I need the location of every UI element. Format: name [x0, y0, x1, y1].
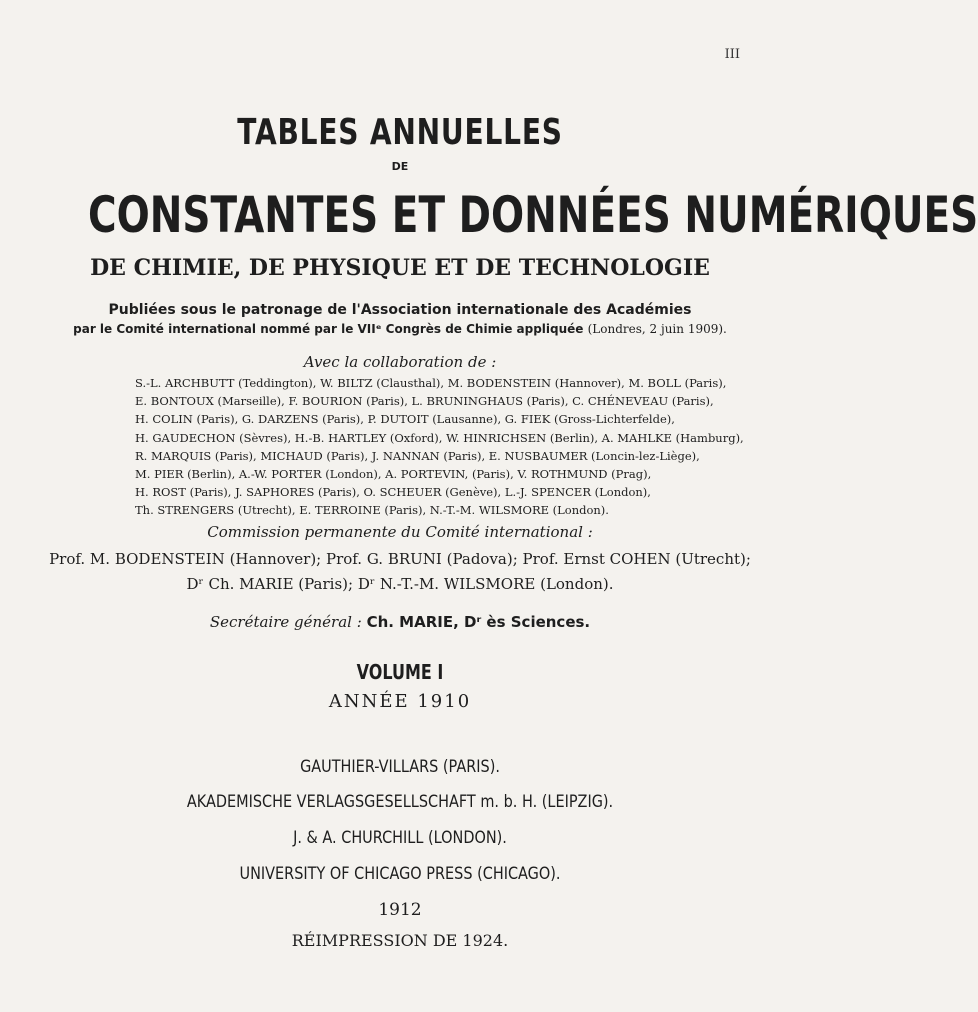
- collaborator-line: H. GAUDECHON (Sèvres), H.-B. HARTLEY (Oxford), W. HINRICHSEN (Berlin), A. MAHLKE (Hamburg),: [135, 430, 744, 445]
- collaborators-list: [135, 374, 744, 520]
- publisher-akademische: AKADEMISCHE VERLAGSGESELLSCHAFT m. b. H. (LEIPZIG).: [186, 792, 614, 812]
- commission-line-1: Prof. M. BODENSTEIN (Hannover); Prof. G. BRUNI (Padova); Prof. Ernst COHEN (Utrecht);: [49, 550, 751, 568]
- volume-label: VOLUME I: [356, 660, 444, 684]
- page-number: III: [724, 47, 740, 62]
- collaborator-line: H. ROST (Paris), J. SAPHORES (Paris), O. SCHEUER (Genève), L.-J. SPENCER (London),: [135, 485, 651, 500]
- secretary-line: [0, 613, 800, 631]
- collaborator-line: R. MARQUIS (Paris), MICHAUD (Paris), J. NANNAN (Paris), E. NUSBAUMER (Loncin-lez-Liège),: [135, 448, 700, 463]
- published-line-1: Publiées sous le patronage de l'Association internationale des Académies: [108, 302, 692, 318]
- commission-heading: Commission permanente du Comité international :: [207, 523, 593, 541]
- collaborator-line: S.-L. ARCHBUTT (Teddington), W. BILTZ (Clausthal), M. BODENSTEIN (Hannover), M. BOLL (Paris),: [135, 376, 727, 390]
- collaborator-line: H. COLIN (Paris), G. DARZENS (Paris), P. DUTOIT (Lausanne), G. FIEK (Gross-Lichterfelde),: [135, 412, 675, 427]
- secretary-label: Secrétaire général :: [209, 613, 362, 631]
- reprint-note: RÉIMPRESSION DE 1924.: [291, 931, 509, 950]
- published-line-2-date: (Londres, 2 juin 1909).: [587, 322, 727, 336]
- year-label: ANNÉE 1910: [328, 691, 472, 712]
- title-tables-annuelles: TABLES ANNUELLES: [237, 112, 563, 153]
- publisher-churchill: J. & A. CHURCHILL (LONDON).: [293, 828, 507, 848]
- collaborator-line: M. PIER (Berlin), A.-W. PORTER (London), A. PORTEVIN, (Paris), V. ROTHMUND (Prag),: [135, 467, 652, 482]
- title-constantes: CONSTANTES ET DONNÉES NUMÉRIQUES: [88, 186, 978, 244]
- secretary-name: Ch. MARIE, Dʳ ès Sciences.: [366, 613, 591, 631]
- collaborator-line: Th. STRENGERS (Utrecht), E. TERROINE (Paris), N.-T.-M. WILSMORE (London).: [135, 503, 609, 518]
- publisher-chicago: UNIVERSITY OF CHICAGO PRESS (CHICAGO).: [239, 864, 561, 884]
- publication-year: 1912: [378, 900, 422, 920]
- published-line-2-main: par le Comité international nommé par le VIIᵉ Congrès de Chimie appliquée: [73, 322, 584, 336]
- published-line-2: [0, 322, 800, 336]
- title-chimie-physique: DE CHIMIE, DE PHYSIQUE ET DE TECHNOLOGIE: [90, 255, 710, 281]
- collaboration-heading: Avec la collaboration de :: [303, 353, 497, 371]
- collaborator-line: E. BONTOUX (Marseille), F. BOURION (Paris), L. BRUNINGHAUS (Paris), C. CHÉNEVEAU (Paris),: [135, 394, 714, 409]
- publisher-gauthier-villars: GAUTHIER-VILLARS (PARIS).: [300, 757, 500, 777]
- title-de: DE: [391, 160, 409, 173]
- commission-line-2: Dʳ Ch. MARIE (Paris); Dʳ N.-T.-M. WILSMORE (London).: [186, 575, 614, 593]
